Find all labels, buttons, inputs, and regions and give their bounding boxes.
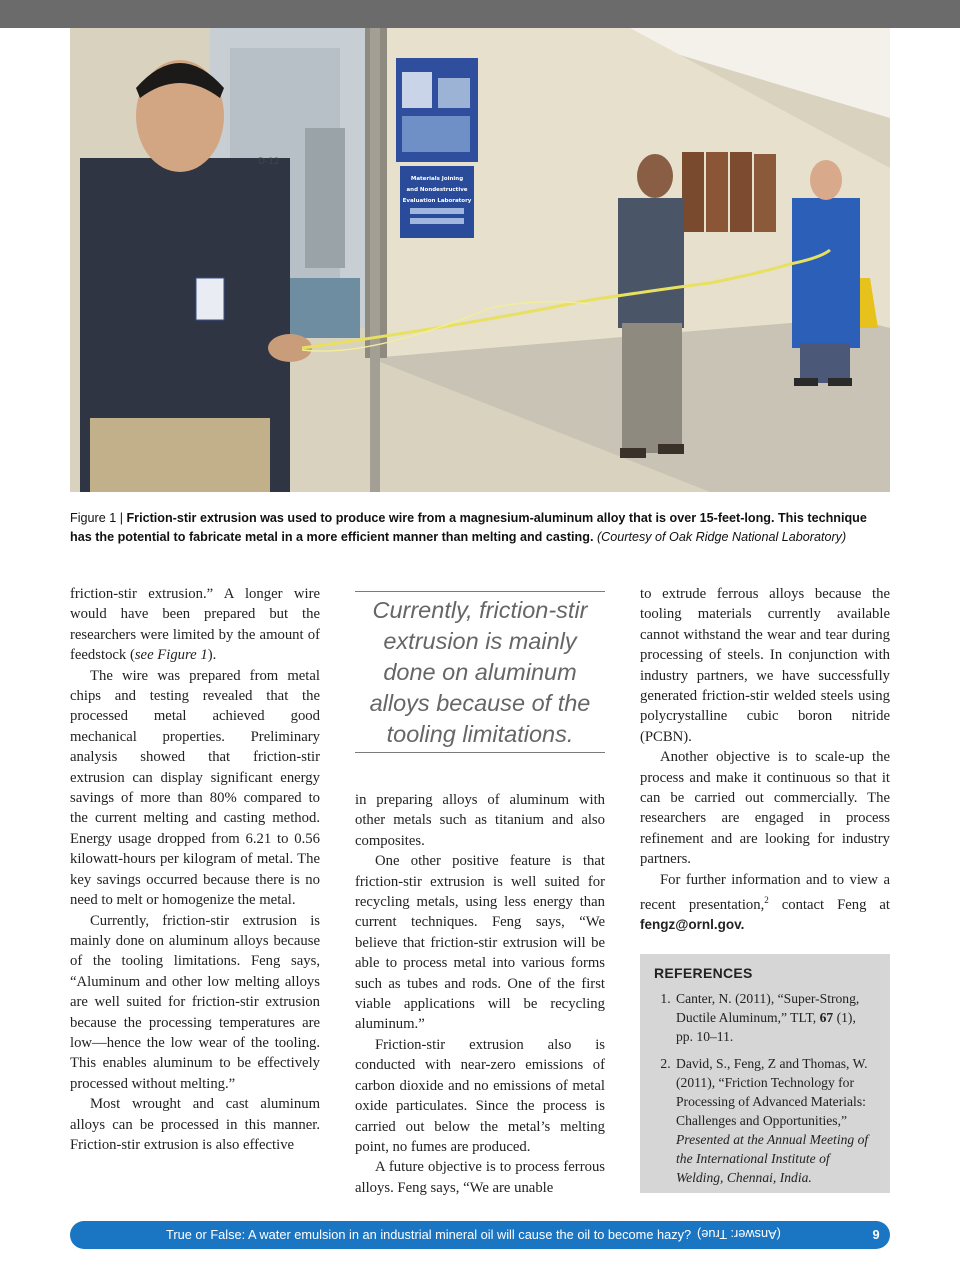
caption-text: Friction-stir extrusion was used to produce wire from a magnesium-aluminum alloy that is over 15-feet-long. This technique has the potential to fabricate metal in a more efficient manner than melting and casting.: [70, 511, 867, 544]
references-box: [640, 954, 890, 1193]
paragraph: friction-stir extrusion.” A longer wire would have been prepared but the researchers were limited by the amount of feedstock (see Figure 1).: [70, 586, 320, 664]
page-number: 9: [872, 1227, 880, 1242]
paragraph: Most wrought and cast aluminum alloys can be processed in this manner. Friction-stir extrusion is also effective: [70, 1096, 320, 1153]
paragraph: One other positive feature is that friction-stir extrusion is well suited for recycling metals, using less energy than current techniques. Feng says, “We believe that friction-stir extrusion will be able to process metal into various forms such as tubes and rods. One of the first viable applications will be recycling aluminum.”: [355, 853, 605, 1033]
paragraph: The wire was prepared from metal chips and testing revealed that the processed metal achieved good mechanical properties. Preliminary analysis showed that friction-stir extrusion can display significant energy savings of more than 80% compared to the current melting and casting method. Energy usage dropped from 6.21 to 0.56 kilowatt-hours per kilogram of metal. The key savings occurred because there is no need to melt or homogenize the metal.: [70, 667, 320, 909]
svg-text:and Nondestructive: and Nondestructive: [406, 187, 468, 193]
figure-label: Figure 1 |: [70, 511, 123, 525]
footer-bar: [70, 1221, 890, 1249]
reference-item: 2. David, S., Feng, Z and Thomas, W. (2011), “Friction Technology for Processing of Advanced Materials: Challenges and Opportunities,” Presented at the Annual Meeting of the International Institute of Welding, Chennai, India.: [674, 1054, 876, 1187]
figure-caption: [70, 509, 892, 547]
contact-email[interactable]: fengz@ornl.gov.: [640, 917, 745, 933]
paragraph: Another objective is to scale-up the process and make it continuous so that it can be carried out commercially. The researchers are engaged in process refinement and are looking for industry partners.: [640, 749, 890, 868]
paragraph: Friction-stir extrusion also is conducted with near-zero emissions of carbon dioxide and no emissions of metal oxide particulates. Since the process is carried out below the metal’s melting point, no fumes are produced.: [355, 1036, 605, 1155]
svg-text:Evaluation Laboratory: Evaluation Laboratory: [402, 198, 472, 204]
top-bar: [0, 0, 960, 28]
trivia-answer: (Answer: True): [696, 1227, 781, 1242]
references-list: [654, 989, 876, 1187]
paragraph: Currently, friction-stir extrusion is mainly done on aluminum alloys because of the tooling limitations. Feng says, “Aluminum and other low melting alloys are well suited for friction-stir extrusion because the processing temperatures are low—hence the low wear of the tooling. This enables aluminum to be effectively processed without melting.”: [70, 912, 320, 1092]
pull-quote-text: Currently, friction-stir extrusion is mainly done on aluminum alloys because of the tooling limitations.: [369, 596, 591, 747]
door-number: D-12: [258, 157, 280, 167]
references-heading: REFERENCES: [654, 965, 753, 981]
paragraph: in preparing alloys of aluminum with other metals such as titanium and also composites.: [355, 792, 605, 849]
reference-item: 1. Canter, N. (2011), “Super-Strong, Ductile Aluminum,” TLT, 67 (1), pp. 10–11.: [674, 989, 876, 1046]
paragraph: to extrude ferrous alloys because the tooling materials currently available cannot withstand the wear and tear during processing of steels. In conjunction with industry partners, we have successfully generated friction-stir welded steels using polycrystalline cubic boron nitride (PCBN).: [640, 586, 890, 745]
paragraph: A future objective is to process ferrous alloys. Feng says, “We are unable: [355, 1159, 605, 1196]
paragraph: For further information and to view a recent presentation,$^2$ contact Feng at fengz@ornl.gov.: [640, 871, 890, 933]
hallway-photo-illustration: [70, 28, 890, 492]
trivia-question: True or False: A water emulsion in an industrial mineral oil will cause the oil to become hazy? (Answer: True): [166, 1227, 781, 1242]
column-2: [355, 790, 605, 1198]
column-1: [70, 584, 320, 1155]
poster-title: Materials Joining: [410, 176, 464, 182]
column-3: [640, 584, 890, 936]
pull-quote: [355, 591, 605, 753]
caption-credit: (Courtesy of Oak Ridge National Laboratory): [596, 530, 847, 544]
figure-photo: [70, 28, 890, 492]
